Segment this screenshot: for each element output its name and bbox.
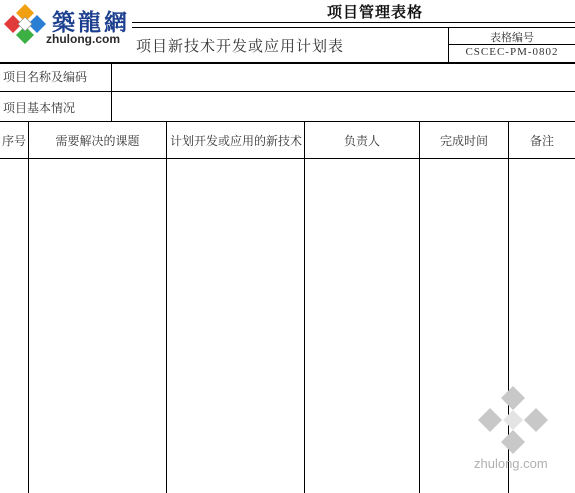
column-header-new-tech: 计划开发或应用的新技术: [169, 134, 302, 148]
watermark-logo-icon: [476, 384, 550, 456]
table-top-line: [0, 121, 575, 122]
column-divider: [304, 121, 305, 493]
column-header-problem: 需要解决的课题: [55, 134, 140, 148]
watermark-text: zhulong.com: [474, 456, 548, 471]
form-code-value: CSCEC-PM-0802: [465, 46, 559, 58]
column-header-owner: 负责人: [343, 134, 380, 148]
form-code-label: 表格编号: [490, 31, 534, 44]
column-divider: [419, 121, 420, 493]
sheet-title: 项目管理表格: [326, 3, 423, 21]
info-row-line: [0, 91, 575, 92]
project-name-label: 项目名称及编码: [3, 70, 88, 84]
logo-name: 築龍網: [52, 9, 130, 36]
form-title: 项目新技术开发或应用计划表: [136, 37, 345, 55]
table-header-bottom-line: [0, 158, 575, 159]
title-underline: [132, 22, 575, 23]
header-bottom-line: [0, 62, 575, 64]
zhulong-logo-icon: [2, 2, 48, 46]
title-row-top-line: [132, 27, 575, 28]
column-header-due-date: 完成时间: [439, 134, 488, 148]
project-info-label: 项目基本情况: [3, 101, 76, 115]
code-box-mid-line: [448, 44, 575, 45]
column-header-remarks: 备注: [529, 134, 554, 148]
column-divider: [166, 121, 167, 493]
logo-url: zhulong.com: [46, 32, 120, 46]
column-header-no: 序号: [1, 134, 26, 148]
column-divider: [28, 121, 29, 493]
info-row-divider: [111, 62, 112, 122]
